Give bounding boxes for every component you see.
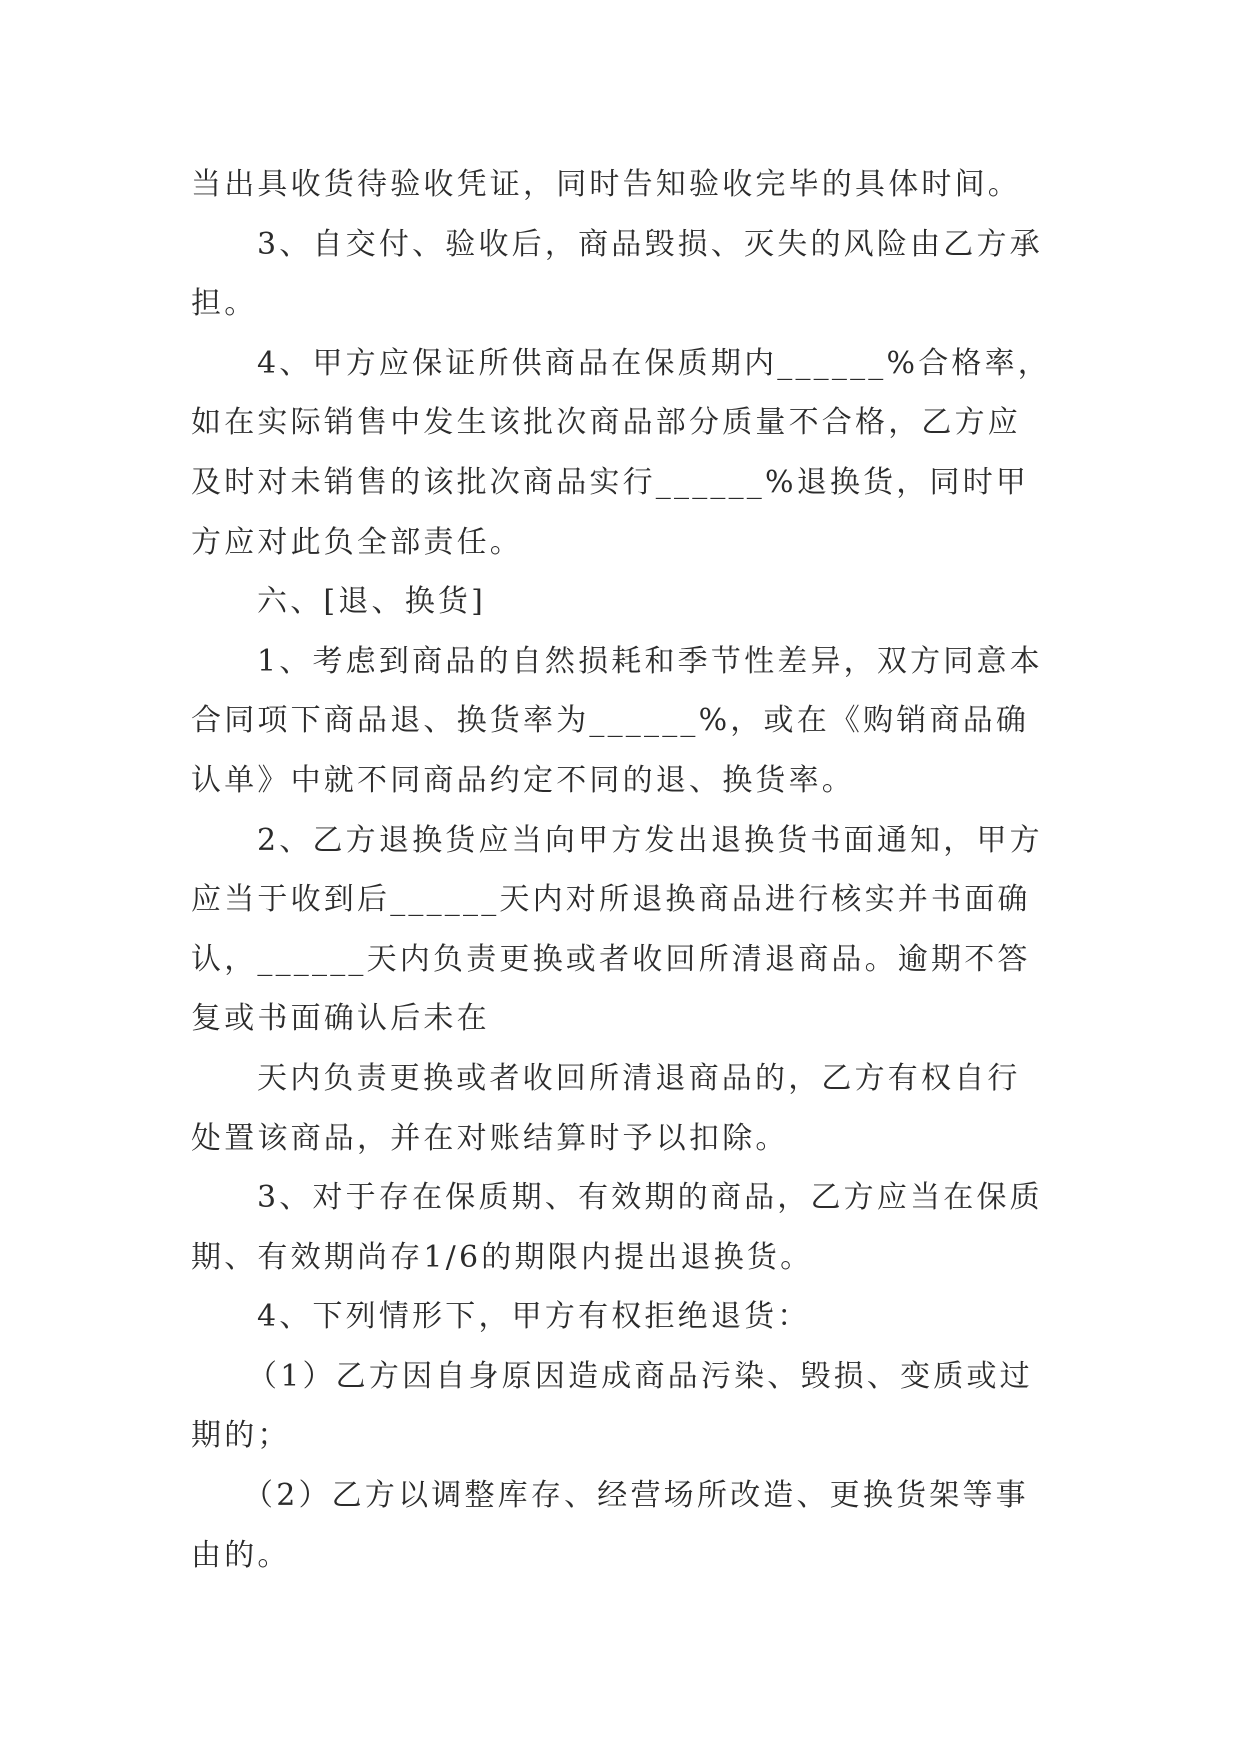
paragraph-continuation: 当出具收货待验收凭证，同时告知验收完毕的具体时间。 xyxy=(191,167,1021,202)
paragraph-returns-2: 2、乙方退换货应当向甲方发出退换货书面通知，甲方应当于收到后______天内对所退换商品进行核实并书面确认，______天内负责更换或者收回所清退商品。逾期不答复或书面确认后未在 xyxy=(191,822,1043,1037)
document-page xyxy=(191,155,1051,1585)
paragraph-refusal-case-2: （2）乙方以调整库存、经营场所改造、更换货架等事由的。 xyxy=(191,1478,1029,1573)
paragraph-returns-2-cont: 天内负责更换或者收回所清退商品的，乙方有权自行处置该商品，并在对账结算时予以扣除。 xyxy=(191,1060,1021,1156)
paragraph-refusal-case-1: （1）乙方因自身原因造成商品污染、毁损、变质或过期的； xyxy=(191,1358,1033,1454)
paragraph-returns-1: 1、考虑到商品的自然损耗和季节性差异，双方同意本合同项下商品退、换货率为______%，或在《购销商品确认单》中就不同商品约定不同的退、换货率。 xyxy=(191,643,1043,798)
section-heading-returns: 六、[退、换货] xyxy=(257,584,487,620)
paragraph-clause-4-quality: 4、甲方应保证所供商品在保质期内______%合格率，如在实际销售中发生该批次商品部分质量不合格，乙方应及时对未销售的该批次商品实行______%退换货，同时甲方应对此负全部责任。 xyxy=(191,345,1051,560)
paragraph-returns-4: 4、下列情形下，甲方有权拒绝退货： xyxy=(257,1299,811,1335)
paragraph-clause-3-risk: 3、自交付、验收后，商品毁损、灭失的风险由乙方承担。 xyxy=(191,226,1043,322)
paragraph-returns-3: 3、对于存在保质期、有效期的商品，乙方应当在保质期、有效期尚存1/6的期限内提出退换货。 xyxy=(191,1180,1043,1275)
